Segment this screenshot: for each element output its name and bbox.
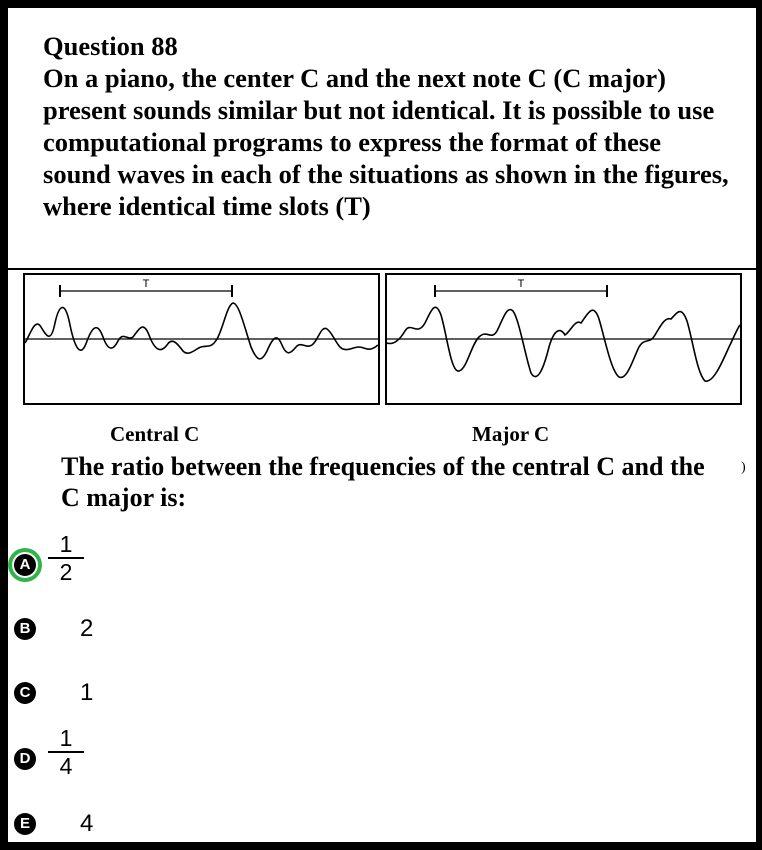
option-a-badge[interactable]: A xyxy=(14,554,36,576)
lower-section xyxy=(8,270,756,842)
option-a-value: 1 2 xyxy=(48,532,84,584)
central-c-wave-figure xyxy=(23,273,380,405)
option-d-badge[interactable]: D xyxy=(14,748,36,770)
major-c-waveform xyxy=(387,307,740,381)
major-c-wave-figure xyxy=(385,273,742,405)
major-c-caption: Major C xyxy=(472,422,550,446)
option-e-badge[interactable]: E xyxy=(14,813,36,835)
option-b-badge[interactable]: B xyxy=(14,618,36,640)
stray-mark: ) xyxy=(741,460,746,475)
period-label: T xyxy=(142,278,150,290)
option-c-badge[interactable]: C xyxy=(14,682,36,704)
question-body: On a piano, the center C and the next note C (C major) present sounds similar but not identical. It is possible to use computational programs to express the format of these sound waves in each of the situations as shown in the figures, where identical time slots (T) xyxy=(43,63,729,221)
option-d-value: 1 4 xyxy=(48,726,84,778)
question-box xyxy=(8,8,756,268)
question-prompt: The ratio between the frequencies of the central C and the C major is: xyxy=(61,452,705,512)
option-b-value: 2 xyxy=(80,615,94,642)
option-c-value: 1 xyxy=(80,679,94,706)
question-text xyxy=(43,30,733,222)
central-c-waveform xyxy=(25,303,378,359)
question-title: Question 88 xyxy=(43,31,178,61)
option-e-value: 4 xyxy=(80,810,94,837)
period-label: T xyxy=(517,278,525,290)
central-c-caption: Central C xyxy=(110,422,200,446)
